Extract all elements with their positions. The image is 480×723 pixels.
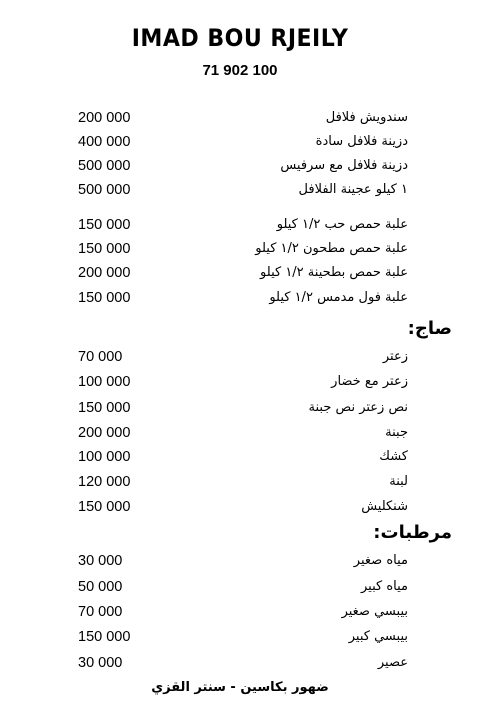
menu-item — [0, 550, 480, 572]
menu-item — [0, 107, 480, 129]
menu-item — [0, 576, 480, 598]
menu-item — [0, 397, 480, 419]
menu-item — [0, 422, 480, 444]
item-name: علبة حمص مطحون ١/٢ كيلو — [255, 241, 408, 256]
menu-item — [0, 131, 480, 153]
item-price: 500 000 — [78, 182, 131, 198]
menu-item — [0, 601, 480, 623]
item-name: عصير — [377, 655, 408, 670]
item-name: شنكليش — [361, 499, 408, 514]
item-price: 70 000 — [78, 604, 123, 620]
menu-item — [0, 626, 480, 648]
menu-item — [0, 287, 480, 309]
item-price: 30 000 — [78, 655, 123, 671]
menu-item — [0, 238, 480, 260]
menu-item — [0, 179, 480, 201]
menu-item — [0, 446, 480, 468]
menu-item — [0, 371, 480, 393]
item-price: 200 000 — [78, 265, 131, 281]
item-name: ١ كيلو عجينة الفلافل — [298, 182, 408, 197]
item-name: بيبسي كبير — [348, 629, 408, 644]
menu-item — [0, 214, 480, 236]
item-name: مياه صغير — [353, 553, 408, 568]
item-price: 150 000 — [78, 629, 131, 645]
item-price: 200 000 — [78, 110, 131, 126]
restaurant-name: IMAD BOU RJEILY — [131, 24, 349, 52]
menu-item — [0, 496, 480, 518]
item-name: جبنة — [385, 425, 408, 440]
phone-number: 71 902 100 — [202, 62, 278, 79]
item-name: علبة حمص حب ١/٢ كيلو — [276, 217, 408, 232]
item-price: 150 000 — [78, 400, 131, 416]
item-name: مياه كبير — [361, 579, 408, 594]
item-price: 70 000 — [78, 349, 123, 365]
item-name: لبنة — [389, 474, 408, 489]
item-price: 150 000 — [78, 241, 131, 257]
item-name: كشك — [379, 449, 408, 464]
item-price: 200 000 — [78, 425, 131, 441]
item-name: دزينة فلافل مع سرفيس — [280, 158, 408, 173]
item-price: 100 000 — [78, 374, 131, 390]
item-name: سندويش فلافل — [325, 110, 408, 125]
footer-address: ضهور بكاسين - سنتر القزي — [151, 680, 329, 695]
item-price: 500 000 — [78, 158, 131, 174]
item-name: نص زعتر نص جبنة — [308, 400, 408, 415]
item-name: بيبسي صغير — [341, 604, 408, 619]
menu-item — [0, 262, 480, 284]
item-price: 150 000 — [78, 290, 131, 306]
item-name: علبة فول مدمس ١/٢ كيلو — [269, 290, 408, 305]
menu-item — [0, 155, 480, 177]
item-price: 100 000 — [78, 449, 131, 465]
item-price: 120 000 — [78, 474, 131, 490]
menu-item — [0, 346, 480, 368]
menu-item — [0, 471, 480, 493]
item-name: زعتر — [382, 349, 408, 364]
item-price: 150 000 — [78, 217, 131, 233]
item-price: 50 000 — [78, 579, 123, 595]
item-name: علبة حمص بطحينة ١/٢ كيلو — [260, 265, 408, 280]
section-title-saj: صاج: — [407, 318, 452, 339]
item-price: 400 000 — [78, 134, 131, 150]
menu-item — [0, 652, 480, 674]
item-name: زعتر مع خضار — [331, 374, 408, 389]
item-name: دزينة فلافل سادة — [315, 134, 408, 149]
section-title-drinks: مرطبات: — [373, 522, 452, 543]
item-price: 150 000 — [78, 499, 131, 515]
item-price: 30 000 — [78, 553, 123, 569]
